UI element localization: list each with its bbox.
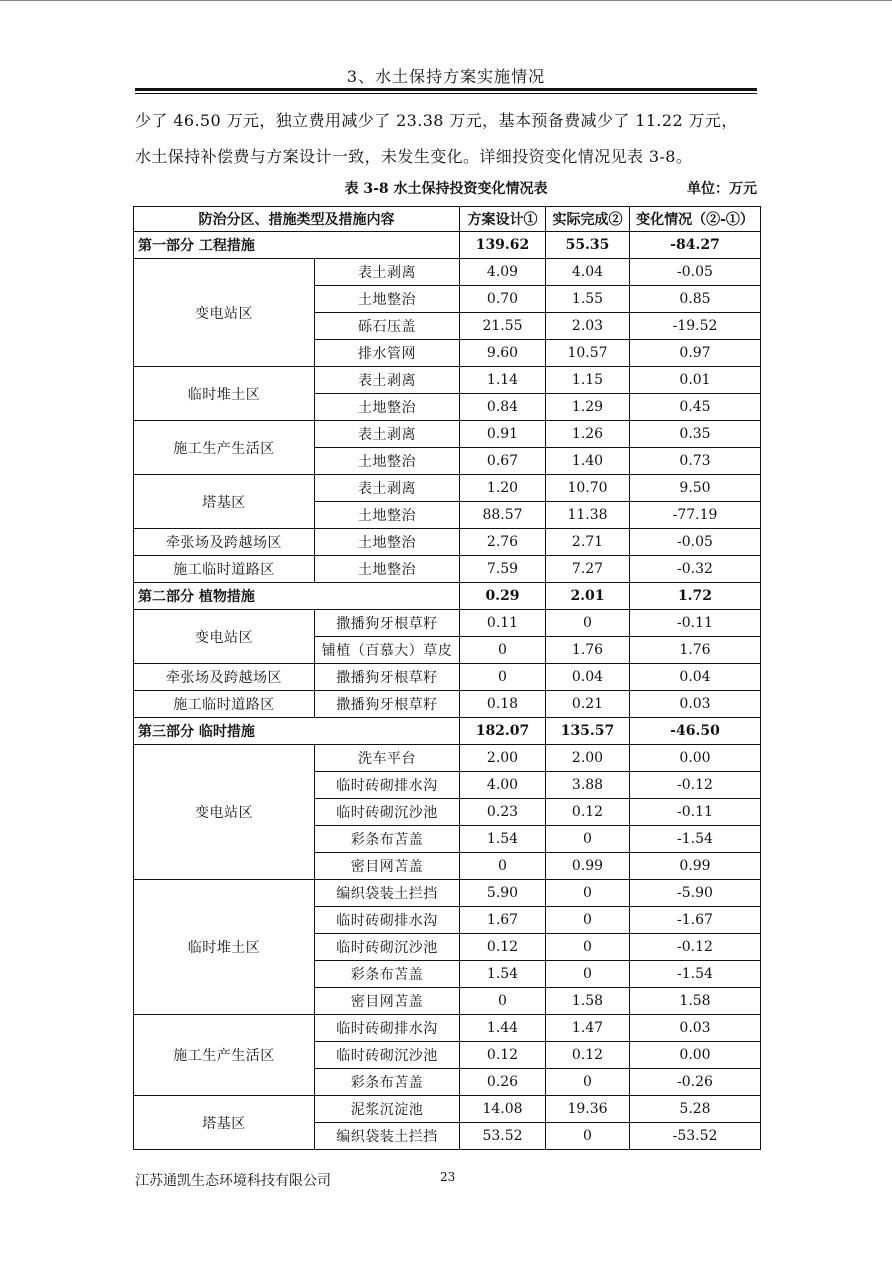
actual-value: 19.36 [546, 1096, 630, 1123]
actual-value: 1.47 [546, 1015, 630, 1042]
measure-cell: 泥浆沉淀池 [315, 1096, 460, 1123]
table-row [134, 610, 761, 637]
design-value: 9.60 [460, 340, 546, 367]
design-value: 0.18 [460, 691, 546, 718]
design-value: 0 [460, 988, 546, 1015]
measure-cell: 临时砖砌沉沙池 [315, 799, 460, 826]
measure-cell: 表土剥离 [315, 259, 460, 286]
measure-cell: 排水管网 [315, 340, 460, 367]
design-value: 1.14 [460, 367, 546, 394]
table-body [134, 207, 761, 1150]
table-unit: 单位：万元 [687, 181, 757, 197]
change-value: 0.00 [630, 745, 761, 772]
part-actual: 55.35 [546, 232, 630, 259]
measure-cell: 土地整治 [315, 556, 460, 583]
region-cell: 施工临时道路区 [134, 691, 315, 718]
table-row [134, 745, 761, 772]
actual-value: 2.00 [546, 745, 630, 772]
actual-value: 10.57 [546, 340, 630, 367]
actual-value: 0 [546, 934, 630, 961]
change-value: 0.04 [630, 664, 761, 691]
measure-cell: 彩条布苫盖 [315, 826, 460, 853]
region-cell: 牵张场及跨越场区 [134, 664, 315, 691]
measure-cell: 表土剥离 [315, 421, 460, 448]
measure-cell: 编织袋装土拦挡 [315, 1123, 460, 1150]
actual-value: 1.58 [546, 988, 630, 1015]
measure-cell: 临时砖砌排水沟 [315, 1015, 460, 1042]
actual-value: 7.27 [546, 556, 630, 583]
table-caption [135, 178, 757, 200]
change-value: -5.90 [630, 880, 761, 907]
change-value: 0.97 [630, 340, 761, 367]
measure-cell: 撒播狗牙根草籽 [315, 664, 460, 691]
actual-value: 1.55 [546, 286, 630, 313]
page-header: 3、水土保持方案实施情况 [346, 67, 546, 86]
header-rule-thin [135, 93, 757, 94]
table-row [134, 475, 761, 502]
table-row [134, 664, 761, 691]
change-value: -1.54 [630, 826, 761, 853]
design-value: 1.54 [460, 961, 546, 988]
page-number: 23 [440, 1170, 456, 1184]
change-value: -0.11 [630, 799, 761, 826]
measure-cell: 密目网苫盖 [315, 988, 460, 1015]
region-cell: 施工生产生活区 [134, 421, 315, 475]
change-value: -0.11 [630, 610, 761, 637]
table-title: 表 3-8 水土保持投资变化情况表 [344, 181, 548, 197]
actual-value: 0 [546, 1069, 630, 1096]
design-value: 0 [460, 664, 546, 691]
design-value: 1.20 [460, 475, 546, 502]
actual-value: 2.03 [546, 313, 630, 340]
part-design: 0.29 [460, 583, 546, 610]
measure-cell: 密目网苫盖 [315, 853, 460, 880]
design-value: 0.26 [460, 1069, 546, 1096]
table-row [134, 529, 761, 556]
design-value: 2.76 [460, 529, 546, 556]
header-change: 变化情况（②-①） [630, 207, 761, 232]
part-row [134, 718, 761, 745]
actual-value: 11.38 [546, 502, 630, 529]
header-rule-thick [135, 88, 757, 91]
actual-value: 0 [546, 1123, 630, 1150]
change-value: 1.58 [630, 988, 761, 1015]
actual-value: 1.26 [546, 421, 630, 448]
part-label: 第三部分 临时措施 [134, 718, 460, 745]
region-cell: 临时堆土区 [134, 880, 315, 1015]
measure-cell: 洗车平台 [315, 745, 460, 772]
part-actual: 2.01 [546, 583, 630, 610]
part-design: 139.62 [460, 232, 546, 259]
region-cell: 牵张场及跨越场区 [134, 529, 315, 556]
page-top-border [0, 0, 892, 1]
region-cell: 施工生产生活区 [134, 1015, 315, 1096]
actual-value: 0.12 [546, 1042, 630, 1069]
change-value: -1.54 [630, 961, 761, 988]
design-value: 1.54 [460, 826, 546, 853]
design-value: 88.57 [460, 502, 546, 529]
footer-company: 江苏通凯生态环境科技有限公司 [135, 1173, 331, 1189]
design-value: 14.08 [460, 1096, 546, 1123]
actual-value: 1.15 [546, 367, 630, 394]
design-value: 4.00 [460, 772, 546, 799]
change-value: -0.05 [630, 529, 761, 556]
design-value: 0 [460, 853, 546, 880]
region-cell: 塔基区 [134, 475, 315, 529]
change-value: 0.03 [630, 691, 761, 718]
table-row [134, 1096, 761, 1123]
change-value: -0.32 [630, 556, 761, 583]
change-value: 5.28 [630, 1096, 761, 1123]
design-value: 0.12 [460, 934, 546, 961]
table-row [134, 691, 761, 718]
table-row [134, 556, 761, 583]
design-value: 0.11 [460, 610, 546, 637]
design-value: 53.52 [460, 1123, 546, 1150]
part-label: 第一部分 工程措施 [134, 232, 460, 259]
change-value: -77.19 [630, 502, 761, 529]
change-value: -19.52 [630, 313, 761, 340]
actual-value: 0 [546, 610, 630, 637]
part-change: -46.50 [630, 718, 761, 745]
investment-change-table [133, 206, 761, 1150]
actual-value: 0.21 [546, 691, 630, 718]
change-value: 0.01 [630, 367, 761, 394]
measure-cell: 土地整治 [315, 286, 460, 313]
design-value: 0.84 [460, 394, 546, 421]
part-change: 1.72 [630, 583, 761, 610]
paragraph-line-1: 少了 46.50 万元，独立费用减少了 23.38 万元，基本预备费减少了 11.22 万元， [135, 111, 738, 130]
measure-cell: 土地整治 [315, 529, 460, 556]
part-design: 182.07 [460, 718, 546, 745]
actual-value: 0.12 [546, 799, 630, 826]
change-value: 0.73 [630, 448, 761, 475]
measure-cell: 临时砖砌排水沟 [315, 772, 460, 799]
measure-cell: 临时砖砌排水沟 [315, 907, 460, 934]
header-design: 方案设计① [460, 207, 546, 232]
actual-value: 3.88 [546, 772, 630, 799]
actual-value: 0.04 [546, 664, 630, 691]
actual-value: 1.76 [546, 637, 630, 664]
table-row [134, 259, 761, 286]
table-header-row [134, 207, 761, 232]
change-value: -53.52 [630, 1123, 761, 1150]
header-actual: 实际完成② [546, 207, 630, 232]
change-value: 0.35 [630, 421, 761, 448]
table-row [134, 880, 761, 907]
measure-cell: 土地整治 [315, 448, 460, 475]
design-value: 5.90 [460, 880, 546, 907]
measure-cell: 撒播狗牙根草籽 [315, 691, 460, 718]
measure-cell: 临时砖砌沉沙池 [315, 934, 460, 961]
change-value: 0.99 [630, 853, 761, 880]
change-value: -0.26 [630, 1069, 761, 1096]
change-value: 9.50 [630, 475, 761, 502]
design-value: 1.44 [460, 1015, 546, 1042]
header-item: 防治分区、措施类型及措施内容 [134, 207, 460, 232]
design-value: 0.23 [460, 799, 546, 826]
change-value: 0.03 [630, 1015, 761, 1042]
part-actual: 135.57 [546, 718, 630, 745]
actual-value: 10.70 [546, 475, 630, 502]
table-row [134, 421, 761, 448]
change-value: 0.85 [630, 286, 761, 313]
design-value: 0.91 [460, 421, 546, 448]
measure-cell: 表土剥离 [315, 367, 460, 394]
measure-cell: 彩条布苫盖 [315, 961, 460, 988]
measure-cell: 砾石压盖 [315, 313, 460, 340]
design-value: 0 [460, 637, 546, 664]
change-value: -1.67 [630, 907, 761, 934]
region-cell: 塔基区 [134, 1096, 315, 1150]
table-row [134, 367, 761, 394]
actual-value: 0 [546, 826, 630, 853]
paragraph-line-2: 水土保持补偿费与方案设计一致，未发生变化。详细投资变化情况见表 3-8。 [135, 147, 693, 166]
design-value: 7.59 [460, 556, 546, 583]
region-cell: 临时堆土区 [134, 367, 315, 421]
region-cell: 变电站区 [134, 259, 315, 367]
actual-value: 0 [546, 907, 630, 934]
change-value: -0.12 [630, 934, 761, 961]
part-row [134, 232, 761, 259]
region-cell: 变电站区 [134, 610, 315, 664]
change-value: 0.00 [630, 1042, 761, 1069]
measure-cell: 临时砖砌沉沙池 [315, 1042, 460, 1069]
actual-value: 1.40 [546, 448, 630, 475]
measure-cell: 土地整治 [315, 394, 460, 421]
change-value: 1.76 [630, 637, 761, 664]
measure-cell: 彩条布苫盖 [315, 1069, 460, 1096]
region-cell: 施工临时道路区 [134, 556, 315, 583]
design-value: 0.67 [460, 448, 546, 475]
design-value: 4.09 [460, 259, 546, 286]
actual-value: 2.71 [546, 529, 630, 556]
design-value: 2.00 [460, 745, 546, 772]
change-value: -0.12 [630, 772, 761, 799]
actual-value: 0.99 [546, 853, 630, 880]
design-value: 0.12 [460, 1042, 546, 1069]
measure-cell: 土地整治 [315, 502, 460, 529]
region-cell: 变电站区 [134, 745, 315, 880]
design-value: 0.70 [460, 286, 546, 313]
actual-value: 0 [546, 961, 630, 988]
actual-value: 0 [546, 880, 630, 907]
measure-cell: 表土剥离 [315, 475, 460, 502]
actual-value: 1.29 [546, 394, 630, 421]
part-change: -84.27 [630, 232, 761, 259]
design-value: 21.55 [460, 313, 546, 340]
change-value: -0.05 [630, 259, 761, 286]
change-value: 0.45 [630, 394, 761, 421]
measure-cell: 编织袋装土拦挡 [315, 880, 460, 907]
table-row [134, 1015, 761, 1042]
measure-cell: 撒播狗牙根草籽 [315, 610, 460, 637]
part-label: 第二部分 植物措施 [134, 583, 460, 610]
measure-cell: 铺植（百慕大）草皮 [315, 637, 460, 664]
actual-value: 4.04 [546, 259, 630, 286]
design-value: 1.67 [460, 907, 546, 934]
part-row [134, 583, 761, 610]
